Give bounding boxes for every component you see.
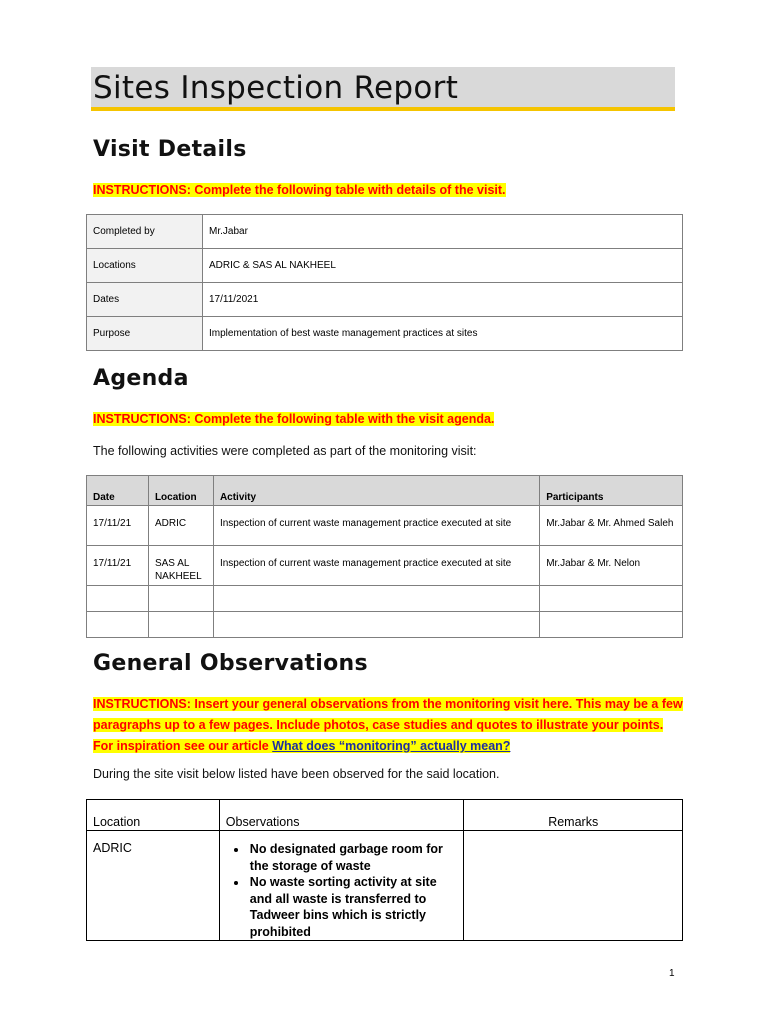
column-header-date: Date	[87, 476, 149, 506]
table-cell	[87, 586, 149, 612]
observations-table	[86, 799, 683, 941]
table-cell: Mr.Jabar & Mr. Nelon	[540, 546, 683, 586]
table-cell	[213, 612, 539, 638]
table-cell-value: 17/11/2021	[203, 283, 683, 317]
table-cell: Inspection of current waste management practice executed at site	[213, 506, 539, 546]
table-row-empty	[87, 586, 683, 612]
table-row	[87, 283, 683, 317]
table-cell: 17/11/21	[87, 546, 149, 586]
observations-heading: General Observations	[93, 651, 368, 676]
article-link[interactable]: What does “monitoring” actually mean?	[272, 739, 511, 753]
column-header-participants: Participants	[540, 476, 683, 506]
agenda-intro: The following activities were completed as part of the monitoring visit:	[93, 444, 477, 458]
table-cell-remarks	[464, 831, 683, 941]
table-cell-value: ADRIC & SAS AL NAKHEEL	[203, 249, 683, 283]
observation-list	[226, 841, 458, 940]
table-cell	[148, 612, 213, 638]
table-cell: Mr.Jabar & Mr. Ahmed Saleh	[540, 506, 683, 546]
table-cell-location: ADRIC	[87, 831, 220, 941]
table-header-row	[87, 476, 683, 506]
table-cell-value: Mr.Jabar	[203, 215, 683, 249]
column-header-remarks: Remarks	[464, 800, 683, 831]
table-row	[87, 831, 683, 941]
agenda-instructions: INSTRUCTIONS: Complete the following table with the visit agenda.	[93, 412, 495, 426]
table-header-row	[87, 800, 683, 831]
table-cell: ADRIC	[148, 506, 213, 546]
table-cell-observations	[219, 831, 464, 941]
table-row	[87, 546, 683, 586]
agenda-table	[86, 475, 683, 638]
table-cell	[540, 586, 683, 612]
table-row-empty	[87, 612, 683, 638]
column-header-location: Location	[148, 476, 213, 506]
table-cell	[148, 586, 213, 612]
visit-details-table	[86, 214, 683, 351]
visit-details-instructions: INSTRUCTIONS: Complete the following table with details of the visit.	[93, 183, 506, 197]
report-title: Sites Inspection Report	[93, 70, 459, 106]
table-cell-label: Dates	[87, 283, 203, 317]
observations-intro: During the site visit below listed have been observed for the said location.	[93, 767, 500, 781]
table-cell	[213, 586, 539, 612]
list-item: • No waste sorting activity at site and all waste is transferred to Tadweer bins which is strictly prohibited	[248, 874, 458, 940]
column-header-observations: Observations	[219, 800, 464, 831]
table-cell: SAS AL NAKHEEL	[148, 546, 213, 586]
table-cell: Inspection of current waste management practice executed at site	[213, 546, 539, 586]
table-cell-label: Locations	[87, 249, 203, 283]
table-row	[87, 249, 683, 283]
visit-details-heading: Visit Details	[93, 137, 247, 162]
report-title-bar	[91, 67, 675, 111]
table-cell	[87, 612, 149, 638]
agenda-heading: Agenda	[93, 366, 189, 391]
observations-instructions: INSTRUCTIONS: Insert your general observations from the monitoring visit here. This may be a few paragraphs up to a few pages. Include photos, case studies and quotes to illustrate your points. For inspiration see our article What does “monitoring” actually mean?	[93, 697, 683, 753]
table-row	[87, 506, 683, 546]
column-header-activity: Activity	[213, 476, 539, 506]
table-cell-value: Implementation of best waste management practices at sites	[203, 317, 683, 351]
table-cell	[540, 612, 683, 638]
page-number: 1	[669, 968, 675, 979]
table-cell-label: Purpose	[87, 317, 203, 351]
list-item: • No designated garbage room for the storage of waste	[248, 841, 458, 874]
table-row	[87, 317, 683, 351]
table-cell-label: Completed by	[87, 215, 203, 249]
table-row	[87, 215, 683, 249]
column-header-location: Location	[87, 800, 220, 831]
table-cell: 17/11/21	[87, 506, 149, 546]
